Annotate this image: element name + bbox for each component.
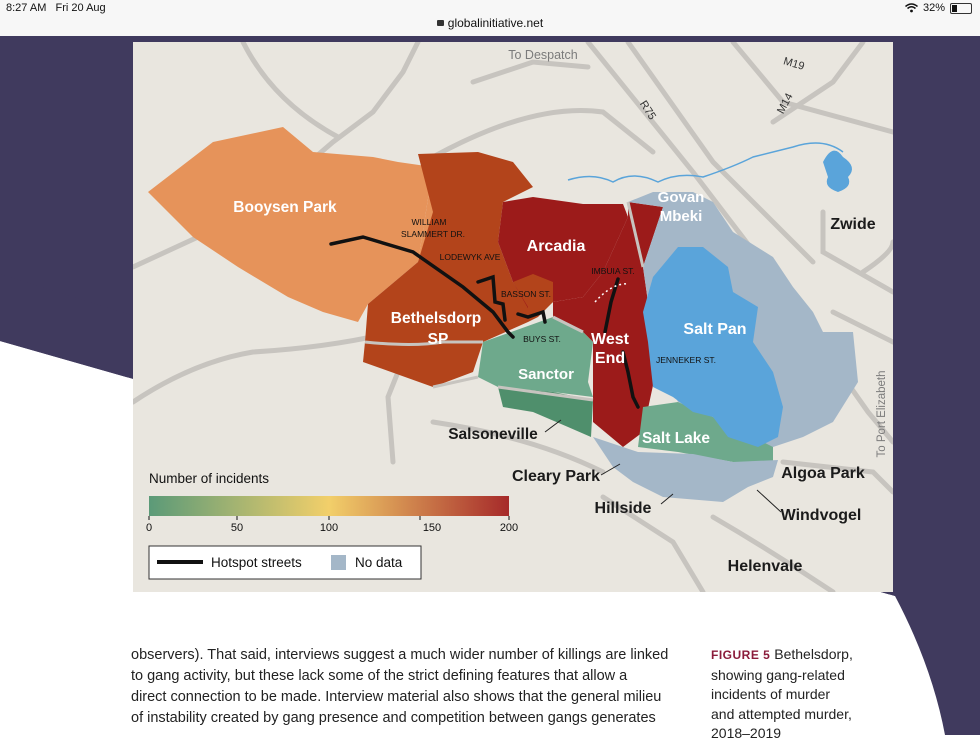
street-buys: BUYS ST.: [523, 334, 561, 344]
label-salt-lake: Salt Lake: [641, 430, 711, 447]
legend-no-data-swatch: [331, 555, 346, 570]
label-windvogel: Windvogel: [780, 507, 862, 524]
body-line-1: observers). That said, interviews suggest a much wider number of killings are linked: [131, 647, 669, 663]
label-zwide: Zwide: [830, 216, 876, 233]
body-line-2: to gang activity, but these lack some of the strict defining features that allow a: [131, 668, 628, 684]
caption-line-5: 2018–2019: [711, 725, 782, 741]
legend-no-data-label: No data: [355, 555, 403, 570]
street-william-1: WILLIAM: [411, 217, 447, 227]
caption-line-2: showing gang-related: [711, 666, 845, 683]
wifi-icon: [905, 3, 918, 13]
url-text: globalinitiative.net: [447, 16, 544, 30]
status-time: 8:27 AM: [6, 2, 47, 14]
body-text: [131, 645, 691, 729]
address-bar[interactable]: [0, 16, 980, 30]
street-jenneker: JENNEKER ST.: [656, 355, 716, 365]
street-imbuia: IMBUIA ST.: [591, 266, 635, 276]
road-to-port-elizabeth: To Port Elizabeth: [876, 370, 888, 458]
label-salt-pan: Salt Pan: [683, 321, 747, 338]
caption-line-3: incidents of murder: [711, 686, 831, 702]
label-arcadia: Arcadia: [526, 238, 586, 255]
caption-line-1: Bethelsdorp,: [774, 646, 853, 662]
label-govan-mbeki-1: Govan: [657, 189, 705, 206]
map-svg: [133, 42, 893, 592]
caption-line-4: and attempted murder,: [711, 705, 852, 722]
body-line-4: of instability created by gang presence and competition between gangs generates: [131, 710, 656, 726]
street-lodewyk: LODEWYK AVE: [439, 252, 501, 262]
label-west-end-1: West: [591, 331, 629, 348]
status-bar: [0, 0, 980, 36]
label-helenvale: Helenvale: [727, 558, 803, 575]
battery-icon: [950, 3, 972, 14]
road-to-despatch: To Despatch: [508, 48, 578, 62]
label-bethelsdorp-sp-2: SP: [427, 331, 449, 348]
label-cleary-park: Cleary Park: [511, 468, 601, 485]
body-line-3: direct connection to be made. Interview material also shows that the general milieu: [131, 689, 662, 705]
label-hillside: Hillside: [594, 500, 652, 517]
street-basson: BASSON ST.: [500, 289, 552, 299]
label-bethelsdorp-sp-1: Bethelsdorp: [390, 310, 482, 327]
label-salsoneville: Salsoneville: [448, 426, 538, 443]
legend-title: Number of incidents: [149, 471, 270, 486]
road-r75: R75: [636, 98, 659, 123]
lock-icon: [437, 20, 444, 26]
battery-percent: 32%: [922, 2, 945, 14]
legend-tick-0: 0: [145, 522, 153, 534]
legend-tick-50: 50: [230, 522, 244, 534]
label-govan-mbeki-2: Mbeki: [659, 208, 703, 225]
legend-tick-100: 100: [319, 522, 339, 534]
status-date: Fri 20 Aug: [55, 2, 106, 14]
road-m14: M14: [775, 91, 796, 116]
legend-tick-200: 200: [499, 522, 519, 534]
status-right: [905, 2, 972, 14]
figure-caption: [711, 645, 881, 744]
legend-gradient: [149, 496, 509, 516]
figure-label: FIGURE 5: [711, 648, 771, 662]
road-m19: M19: [781, 55, 806, 73]
street-william-2: SLAMMERT DR.: [401, 229, 465, 239]
legend-tick-150: 150: [422, 522, 442, 534]
legend-hotspot-label: Hotspot streets: [211, 555, 302, 570]
label-sanctor: Sanctor: [518, 366, 574, 383]
map-figure: [133, 42, 893, 592]
label-algoa-park: Algoa Park: [781, 465, 865, 482]
label-booysen-park: Booysen Park: [233, 199, 337, 216]
label-west-end-2: End: [594, 350, 626, 367]
status-time-date: [6, 2, 106, 14]
